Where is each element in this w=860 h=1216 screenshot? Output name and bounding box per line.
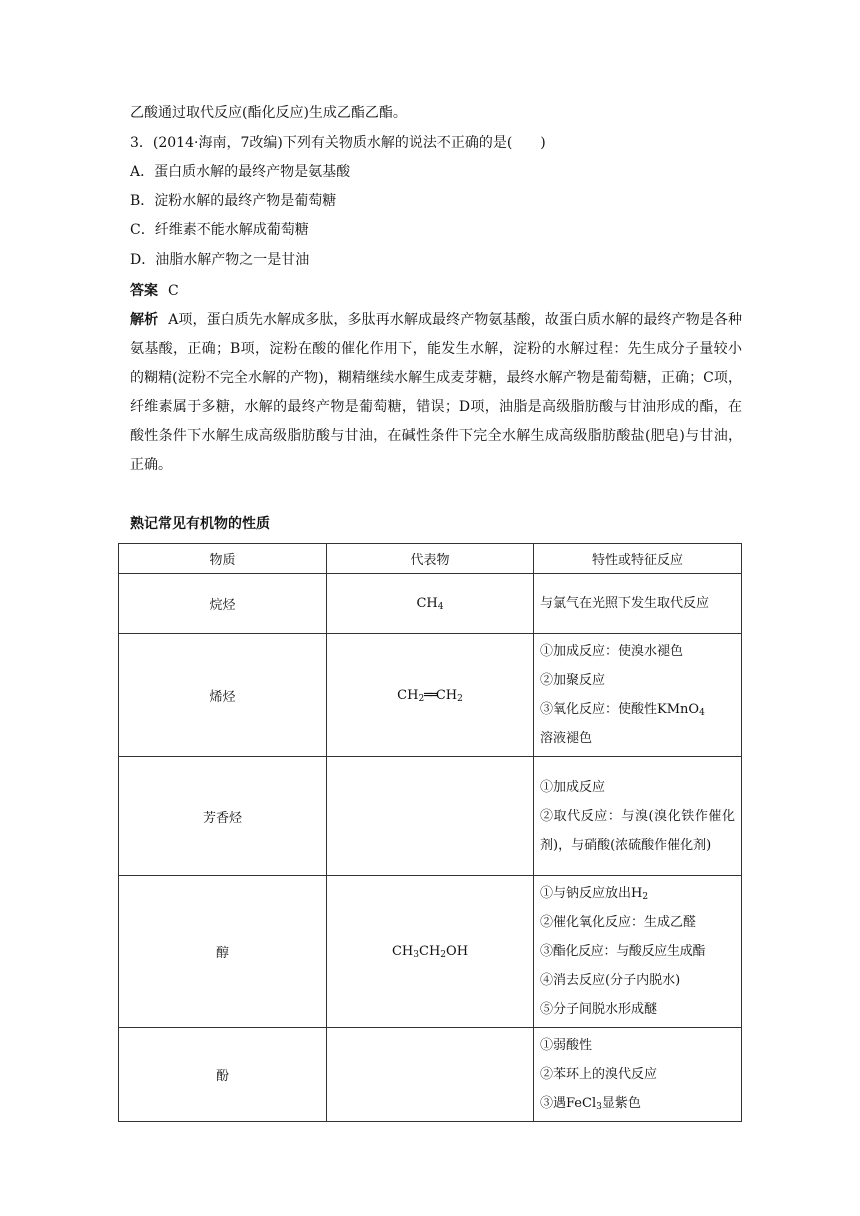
features-cell [534,574,742,634]
features-cell [534,1028,742,1122]
table-row [119,757,742,876]
features-cell [534,876,742,1028]
feature-line: ③氧化反应：使酸性KMnO$_4$ [540,702,705,718]
feature-line: ⑤分子间脱水形成醚 [540,1002,658,1017]
feature-line: ②加聚反应 [540,673,606,688]
feature-line: ①加成反应：使溴水褪色 [540,644,684,659]
option-c: C．纤维素不能水解成葡萄糖 [130,222,309,238]
feature-line: ①与钠反应放出$H_2$ [540,886,649,902]
table-row [119,876,742,1028]
table-row [119,574,742,634]
answer-label: 答案 [130,283,158,299]
option-b: B．淀粉水解的最终产物是葡萄糖 [130,193,337,209]
substance-cell: 烷烃 [119,574,327,634]
table-header-row [119,544,742,574]
properties-table [118,543,742,1122]
analysis-paragraph [130,306,742,480]
substance-cell: 醇 [119,876,327,1028]
table-row [119,634,742,757]
substance-cell: 酚 [119,1028,327,1122]
substance-cell: 烯烃 [119,634,327,757]
section-title: 熟记常见有机物的性质 [130,516,270,532]
double-bond: ══ [424,687,436,703]
option-d: D．油脂水解产物之一是甘油 [130,252,310,268]
feature-line: ①加成反应 [540,779,606,795]
option-a: A．蛋白质水解的最终产物是氨基酸 [130,164,351,180]
features-cell [534,757,742,876]
header-features: 特性或特征反应 [534,544,742,574]
analysis-text: A项，蛋白质先水解成多肽，多肽再水解成最终产物氨基酸，故蛋白质水解的最终产物是各种氨基酸，正确；B项，淀粉在酸的催化作用下，能发生水解，淀粉的水解过程：先生成分子量较小的糊精(淀粉不完全水解的产物)，糊精继续水解生成麦芽糖，最终水解产物是葡萄糖，正确；C项，纤维素属于多糖，水解的最终产物是葡萄糖，错误；D项，油脂是高级脂肪酸与甘油形成的酯，在酸性条件下水解生成高级脂肪酸与甘油，在碱性条件下完全水解生成高级脂肪酸盐(肥皂)与甘油，正确。 [130,312,743,473]
feature-line: ②取代反应：与溴(溴化铁作催化剂)，与硝酸(浓硫酸作催化剂) [540,808,735,853]
substance-cell: 芳香烃 [119,757,327,876]
representative-cell: $CH_2══CH_2$ [327,634,534,757]
answer-line [130,277,740,306]
question-stem: 3．(2014·海南，7改编)下列有关物质水解的说法不正确的是( ) [130,135,546,151]
representative-cell: $CH_4$ [327,574,534,634]
feature-line: 溶液褪色 [540,731,593,746]
feature-line: ②催化氧化反应：生成乙醛 [540,915,697,930]
table-row [119,1028,742,1122]
representative-cell [327,1028,534,1122]
feature-line: ④消去反应(分子内脱水) [540,973,681,988]
representative-cell [327,757,534,876]
feature-line: ③遇FeCl$_3$显紫色 [540,1096,641,1112]
feature-line: ①弱酸性 [540,1038,593,1053]
feature-line: 与氯气在光照下发生取代反应 [540,596,710,611]
representative-cell: $CH_3CH_2OH$ [327,876,534,1028]
feature-line: ②苯环上的溴代反应 [540,1067,658,1082]
features-cell [534,634,742,757]
analysis-label: 解析 [130,312,159,328]
answer-value: C [168,283,179,299]
intro-line: 乙酸通过取代反应(酯化反应)生成乙酯乙酯。 [130,105,407,121]
header-substance: 物质 [119,544,327,574]
header-representative: 代表物 [327,544,534,574]
feature-line: ③酯化反应：与酸反应生成酯 [540,944,706,959]
